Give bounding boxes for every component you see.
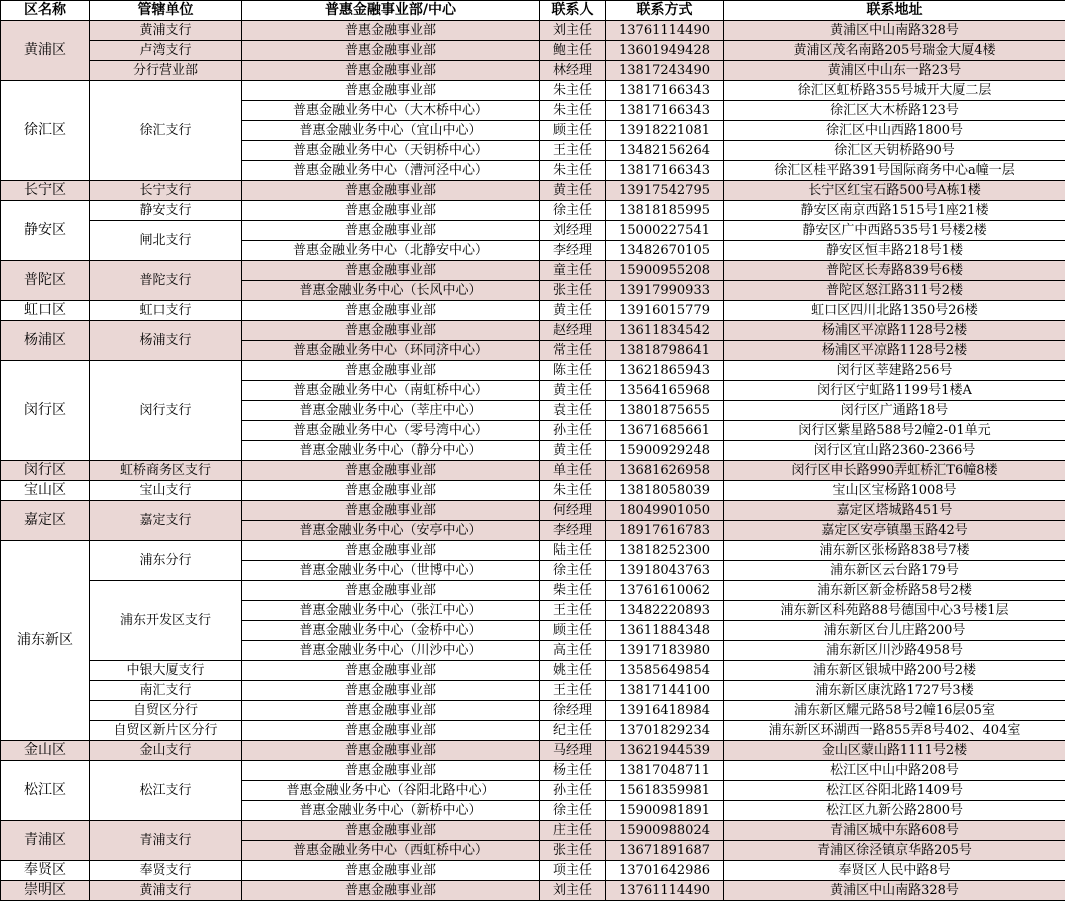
cell-phone: 13818798641 (606, 341, 724, 361)
cell-address: 黄浦区中山东一路23号 (724, 61, 1065, 81)
cell-department: 普惠金融事业部 (242, 61, 540, 81)
cell-contact: 马经理 (540, 741, 606, 761)
cell-phone: 13918043763 (606, 561, 724, 581)
cell-address: 闵行区广通路18号 (724, 401, 1065, 421)
cell-department: 普惠金融业务中心（川沙中心） (242, 641, 540, 661)
cell-phone: 15900955208 (606, 261, 724, 281)
cell-address: 黄浦区中山南路328号 (724, 881, 1065, 901)
cell-address: 青浦区徐泾镇京华路205号 (724, 841, 1065, 861)
cell-department: 普惠金融事业部 (242, 821, 540, 841)
cell-contact: 徐主任 (540, 561, 606, 581)
cell-address: 浦东新区耀元路58号2幢16层05室 (724, 701, 1065, 721)
cell-department: 普惠金融业务中心（静分中心） (242, 441, 540, 461)
table-row (1, 201, 1065, 221)
cell-phone: 15900981891 (606, 801, 724, 821)
cell-address: 浦东新区科苑路88号德国中心3号楼1层 (724, 601, 1065, 621)
cell-address: 闵行区申长路990弄虹桥汇T6幢8楼 (724, 461, 1065, 481)
cell-address: 浦东新区新金桥路58号2楼 (724, 581, 1065, 601)
cell-branch: 黄浦支行 (90, 21, 242, 41)
cell-branch: 卢湾支行 (90, 41, 242, 61)
cell-address: 静安区广中西路535号1号楼2楼 (724, 221, 1065, 241)
cell-phone: 13482670105 (606, 241, 724, 261)
cell-branch: 长宁支行 (90, 181, 242, 201)
table-row (1, 821, 1065, 841)
cell-phone: 13681626958 (606, 461, 724, 481)
table-row (1, 301, 1065, 321)
cell-phone: 15900929248 (606, 441, 724, 461)
cell-address: 奉贤区人民中路8号 (724, 861, 1065, 881)
cell-department: 普惠金融业务中心（谷阳北路中心） (242, 781, 540, 801)
cell-phone: 13818185995 (606, 201, 724, 221)
cell-district: 长宁区 (1, 181, 90, 201)
cell-contact: 黄主任 (540, 381, 606, 401)
cell-district: 金山区 (1, 741, 90, 761)
cell-phone: 13817048711 (606, 761, 724, 781)
cell-address: 徐汇区大木桥路123号 (724, 101, 1065, 121)
cell-department: 普惠金融业务中心（新桥中心） (242, 801, 540, 821)
cell-address: 松江区谷阳北路1409号 (724, 781, 1065, 801)
cell-branch: 宝山支行 (90, 481, 242, 501)
cell-phone: 13585649854 (606, 661, 724, 681)
cell-phone: 13761610062 (606, 581, 724, 601)
cell-district: 虹口区 (1, 301, 90, 321)
cell-phone: 15000227541 (606, 221, 724, 241)
cell-contact: 张主任 (540, 841, 606, 861)
header-row (1, 1, 1065, 21)
table-row (1, 761, 1065, 781)
table-row (1, 61, 1065, 81)
cell-address: 普陀区怒江路311号2楼 (724, 281, 1065, 301)
cell-phone: 18049901050 (606, 501, 724, 521)
cell-district: 普陀区 (1, 261, 90, 301)
cell-phone: 13818058039 (606, 481, 724, 501)
cell-phone: 13918221081 (606, 121, 724, 141)
cell-address: 徐汇区天钥桥路90号 (724, 141, 1065, 161)
cell-district: 静安区 (1, 201, 90, 261)
cell-district: 徐汇区 (1, 81, 90, 181)
cell-district: 嘉定区 (1, 501, 90, 541)
cell-branch: 闵行支行 (90, 361, 242, 461)
cell-contact: 顾主任 (540, 121, 606, 141)
cell-branch: 奉贤支行 (90, 861, 242, 881)
cell-department: 普惠金融事业部 (242, 761, 540, 781)
cell-contact: 朱主任 (540, 481, 606, 501)
cell-district: 崇明区 (1, 881, 90, 901)
cell-address: 黄浦区茂名南路205号瑞金大厦4楼 (724, 41, 1065, 61)
cell-contact: 陈主任 (540, 361, 606, 381)
cell-address: 松江区中山中路208号 (724, 761, 1065, 781)
cell-department: 普惠金融事业部 (242, 261, 540, 281)
table-row (1, 81, 1065, 101)
header-phone: 联系方式 (606, 1, 724, 21)
cell-contact: 王主任 (540, 141, 606, 161)
cell-phone: 13701642986 (606, 861, 724, 881)
table-row (1, 861, 1065, 881)
table-row (1, 181, 1065, 201)
cell-phone: 13818252300 (606, 541, 724, 561)
cell-contact: 徐主任 (540, 801, 606, 821)
cell-branch: 虹桥商务区支行 (90, 461, 242, 481)
cell-contact: 李经理 (540, 241, 606, 261)
cell-department: 普惠金融事业部 (242, 41, 540, 61)
cell-branch: 普陀支行 (90, 261, 242, 301)
cell-address: 杨浦区平凉路1128号2楼 (724, 341, 1065, 361)
cell-department: 普惠金融事业部 (242, 741, 540, 761)
cell-contact: 朱主任 (540, 101, 606, 121)
cell-address: 浦东新区康沈路1727号3楼 (724, 681, 1065, 701)
cell-phone: 13482156264 (606, 141, 724, 161)
cell-address: 松江区九新公路2800号 (724, 801, 1065, 821)
header-contact: 联系人 (540, 1, 606, 21)
cell-phone: 13621865943 (606, 361, 724, 381)
cell-contact: 刘经理 (540, 221, 606, 241)
cell-address: 徐汇区中山西路1800号 (724, 121, 1065, 141)
cell-phone: 13701829234 (606, 721, 724, 741)
table-row (1, 261, 1065, 281)
cell-contact: 孙主任 (540, 781, 606, 801)
table-row (1, 41, 1065, 61)
cell-department: 普惠金融业务中心（金桥中心） (242, 621, 540, 641)
cell-address: 徐汇区桂平路391号国际商务中心a幢一层 (724, 161, 1065, 181)
cell-branch: 静安支行 (90, 201, 242, 221)
cell-branch: 青浦支行 (90, 821, 242, 861)
cell-district: 闵行区 (1, 461, 90, 481)
cell-contact: 徐主任 (540, 201, 606, 221)
header-district: 区名称 (1, 1, 90, 21)
table-row (1, 661, 1065, 681)
table-row (1, 361, 1065, 381)
cell-department: 普惠金融事业部 (242, 321, 540, 341)
cell-district: 宝山区 (1, 481, 90, 501)
cell-contact: 张主任 (540, 281, 606, 301)
cell-address: 浦东新区台儿庄路200号 (724, 621, 1065, 641)
cell-contact: 常主任 (540, 341, 606, 361)
cell-department: 普惠金融事业部 (242, 661, 540, 681)
cell-phone: 13761114490 (606, 881, 724, 901)
cell-department: 普惠金融事业部 (242, 581, 540, 601)
cell-contact: 鲍主任 (540, 41, 606, 61)
table-row (1, 701, 1065, 721)
cell-contact: 项主任 (540, 861, 606, 881)
cell-department: 普惠金融事业部 (242, 201, 540, 221)
cell-district: 奉贤区 (1, 861, 90, 881)
cell-department: 普惠金融事业部 (242, 221, 540, 241)
cell-address: 长宁区红宝石路500号A栋1楼 (724, 181, 1065, 201)
cell-branch: 虹口支行 (90, 301, 242, 321)
cell-contact: 单主任 (540, 461, 606, 481)
cell-contact: 何经理 (540, 501, 606, 521)
cell-address: 宝山区宝杨路1008号 (724, 481, 1065, 501)
cell-branch: 闸北支行 (90, 221, 242, 261)
cell-department: 普惠金融业务中心（安亭中心） (242, 521, 540, 541)
cell-department: 普惠金融事业部 (242, 21, 540, 41)
cell-address: 静安区南京西路1515号1座21楼 (724, 201, 1065, 221)
cell-address: 闵行区莘建路256号 (724, 361, 1065, 381)
cell-address: 青浦区城中东路608号 (724, 821, 1065, 841)
cell-contact: 童主任 (540, 261, 606, 281)
cell-department: 普惠金融事业部 (242, 361, 540, 381)
cell-address: 静安区恒丰路218号1楼 (724, 241, 1065, 261)
cell-phone: 13801875655 (606, 401, 724, 421)
cell-phone: 13601949428 (606, 41, 724, 61)
table-row (1, 741, 1065, 761)
cell-phone: 13761114490 (606, 21, 724, 41)
cell-address: 浦东新区银城中路200号2楼 (724, 661, 1065, 681)
cell-department: 普惠金融事业部 (242, 481, 540, 501)
cell-branch: 杨浦支行 (90, 321, 242, 361)
cell-department: 普惠金融事业部 (242, 301, 540, 321)
cell-phone: 15618359981 (606, 781, 724, 801)
cell-contact: 赵经理 (540, 321, 606, 341)
cell-address: 嘉定区塔城路451号 (724, 501, 1065, 521)
table-row (1, 321, 1065, 341)
cell-phone: 15900988024 (606, 821, 724, 841)
cell-address: 浦东新区川沙路4958号 (724, 641, 1065, 661)
cell-phone: 13917990933 (606, 281, 724, 301)
cell-branch: 中银大厦支行 (90, 661, 242, 681)
cell-phone: 13671891687 (606, 841, 724, 861)
cell-address: 浦东新区环湖西一路855弄8号402、404室 (724, 721, 1065, 741)
cell-phone: 13916015779 (606, 301, 724, 321)
cell-contact: 纪主任 (540, 721, 606, 741)
cell-contact: 庄主任 (540, 821, 606, 841)
cell-department: 普惠金融事业部 (242, 81, 540, 101)
cell-phone: 13621944539 (606, 741, 724, 761)
table-body (1, 21, 1065, 901)
cell-contact: 朱主任 (540, 161, 606, 181)
header-address: 联系地址 (724, 1, 1065, 21)
cell-address: 杨浦区平凉路1128号2楼 (724, 321, 1065, 341)
cell-phone: 13671685661 (606, 421, 724, 441)
cell-address: 闵行区紫星路588号2幢2-01单元 (724, 421, 1065, 441)
cell-address: 徐汇区虹桥路355号城开大厦二层 (724, 81, 1065, 101)
cell-department: 普惠金融事业部 (242, 181, 540, 201)
cell-department: 普惠金融业务中心（环同济中心） (242, 341, 540, 361)
cell-address: 普陀区长寿路839号6楼 (724, 261, 1065, 281)
cell-district: 杨浦区 (1, 321, 90, 361)
cell-department: 普惠金融事业部 (242, 701, 540, 721)
cell-address: 金山区蒙山路1111号2楼 (724, 741, 1065, 761)
cell-district: 松江区 (1, 761, 90, 821)
table-row (1, 21, 1065, 41)
cell-phone: 13817144100 (606, 681, 724, 701)
cell-address: 虹口区四川北路1350号26楼 (724, 301, 1065, 321)
table-row (1, 881, 1065, 901)
cell-district: 青浦区 (1, 821, 90, 861)
cell-contact: 刘主任 (540, 21, 606, 41)
cell-district: 黄浦区 (1, 21, 90, 81)
cell-contact: 黄主任 (540, 441, 606, 461)
table-row (1, 501, 1065, 521)
cell-district: 浦东新区 (1, 541, 90, 741)
cell-address: 闵行区宜山路2360-2366号 (724, 441, 1065, 461)
cell-branch: 分行营业部 (90, 61, 242, 81)
table-row (1, 221, 1065, 241)
cell-department: 普惠金融业务中心（天钥桥中心） (242, 141, 540, 161)
cell-department: 普惠金融业务中心（西虹桥中心） (242, 841, 540, 861)
cell-contact: 顾主任 (540, 621, 606, 641)
header-department: 普惠金融事业部/中心 (242, 1, 540, 21)
cell-branch: 自贸区分行 (90, 701, 242, 721)
cell-department: 普惠金融业务中心（大木桥中心） (242, 101, 540, 121)
cell-contact: 黄主任 (540, 181, 606, 201)
cell-contact: 孙主任 (540, 421, 606, 441)
cell-branch: 嘉定支行 (90, 501, 242, 541)
table-row (1, 581, 1065, 601)
cell-department: 普惠金融业务中心（长风中心） (242, 281, 540, 301)
cell-phone: 13564165968 (606, 381, 724, 401)
cell-department: 普惠金融业务中心（张江中心） (242, 601, 540, 621)
cell-contact: 徐经理 (540, 701, 606, 721)
cell-department: 普惠金融事业部 (242, 881, 540, 901)
cell-contact: 王主任 (540, 681, 606, 701)
cell-address: 闵行区宁虹路1199号1楼A (724, 381, 1065, 401)
cell-department: 普惠金融业务中心（莘庄中心） (242, 401, 540, 421)
cell-contact: 姚主任 (540, 661, 606, 681)
header-branch: 管辖单位 (90, 1, 242, 21)
cell-contact: 林经理 (540, 61, 606, 81)
cell-address: 浦东新区云台路179号 (724, 561, 1065, 581)
cell-phone: 13917183980 (606, 641, 724, 661)
cell-department: 普惠金融事业部 (242, 501, 540, 521)
cell-phone: 13817166343 (606, 101, 724, 121)
cell-address: 浦东新区张杨路838号7楼 (724, 541, 1065, 561)
cell-department: 普惠金融业务中心（宜山中心） (242, 121, 540, 141)
cell-contact: 杨主任 (540, 761, 606, 781)
cell-branch: 松江支行 (90, 761, 242, 821)
cell-department: 普惠金融业务中心（世博中心） (242, 561, 540, 581)
cell-phone: 13611884348 (606, 621, 724, 641)
cell-contact: 高主任 (540, 641, 606, 661)
table-row (1, 721, 1065, 741)
cell-branch: 黄浦支行 (90, 881, 242, 901)
cell-contact: 王主任 (540, 601, 606, 621)
cell-district: 闵行区 (1, 361, 90, 461)
cell-phone: 18917616783 (606, 521, 724, 541)
cell-branch: 徐汇支行 (90, 81, 242, 181)
cell-phone: 13916418984 (606, 701, 724, 721)
cell-department: 普惠金融事业部 (242, 861, 540, 881)
cell-contact: 刘主任 (540, 881, 606, 901)
cell-phone: 13817166343 (606, 161, 724, 181)
cell-branch: 金山支行 (90, 741, 242, 761)
cell-branch: 自贸区新片区分行 (90, 721, 242, 741)
cell-branch: 浦东开发区支行 (90, 581, 242, 661)
cell-contact: 黄主任 (540, 301, 606, 321)
cell-department: 普惠金融业务中心（南虹桥中心） (242, 381, 540, 401)
cell-branch: 南汇支行 (90, 681, 242, 701)
cell-phone: 13611834542 (606, 321, 724, 341)
table-row (1, 681, 1065, 701)
cell-branch: 浦东分行 (90, 541, 242, 581)
cell-phone: 13817166343 (606, 81, 724, 101)
cell-department: 普惠金融事业部 (242, 681, 540, 701)
table-row (1, 481, 1065, 501)
cell-department: 普惠金融事业部 (242, 461, 540, 481)
cell-department: 普惠金融业务中心（北静安中心） (242, 241, 540, 261)
table-row (1, 541, 1065, 561)
cell-department: 普惠金融业务中心（漕河泾中心） (242, 161, 540, 181)
cell-contact: 袁主任 (540, 401, 606, 421)
cell-phone: 13917542795 (606, 181, 724, 201)
cell-department: 普惠金融事业部 (242, 721, 540, 741)
cell-phone: 13482220893 (606, 601, 724, 621)
cell-department: 普惠金融业务中心（零号湾中心） (242, 421, 540, 441)
cell-address: 嘉定区安亭镇墨玉路42号 (724, 521, 1065, 541)
cell-contact: 李经理 (540, 521, 606, 541)
table-row (1, 461, 1065, 481)
cell-address: 黄浦区中山南路328号 (724, 21, 1065, 41)
cell-contact: 陆主任 (540, 541, 606, 561)
cell-contact: 柴主任 (540, 581, 606, 601)
cell-contact: 朱主任 (540, 81, 606, 101)
cell-phone: 13817243490 (606, 61, 724, 81)
cell-department: 普惠金融事业部 (242, 541, 540, 561)
